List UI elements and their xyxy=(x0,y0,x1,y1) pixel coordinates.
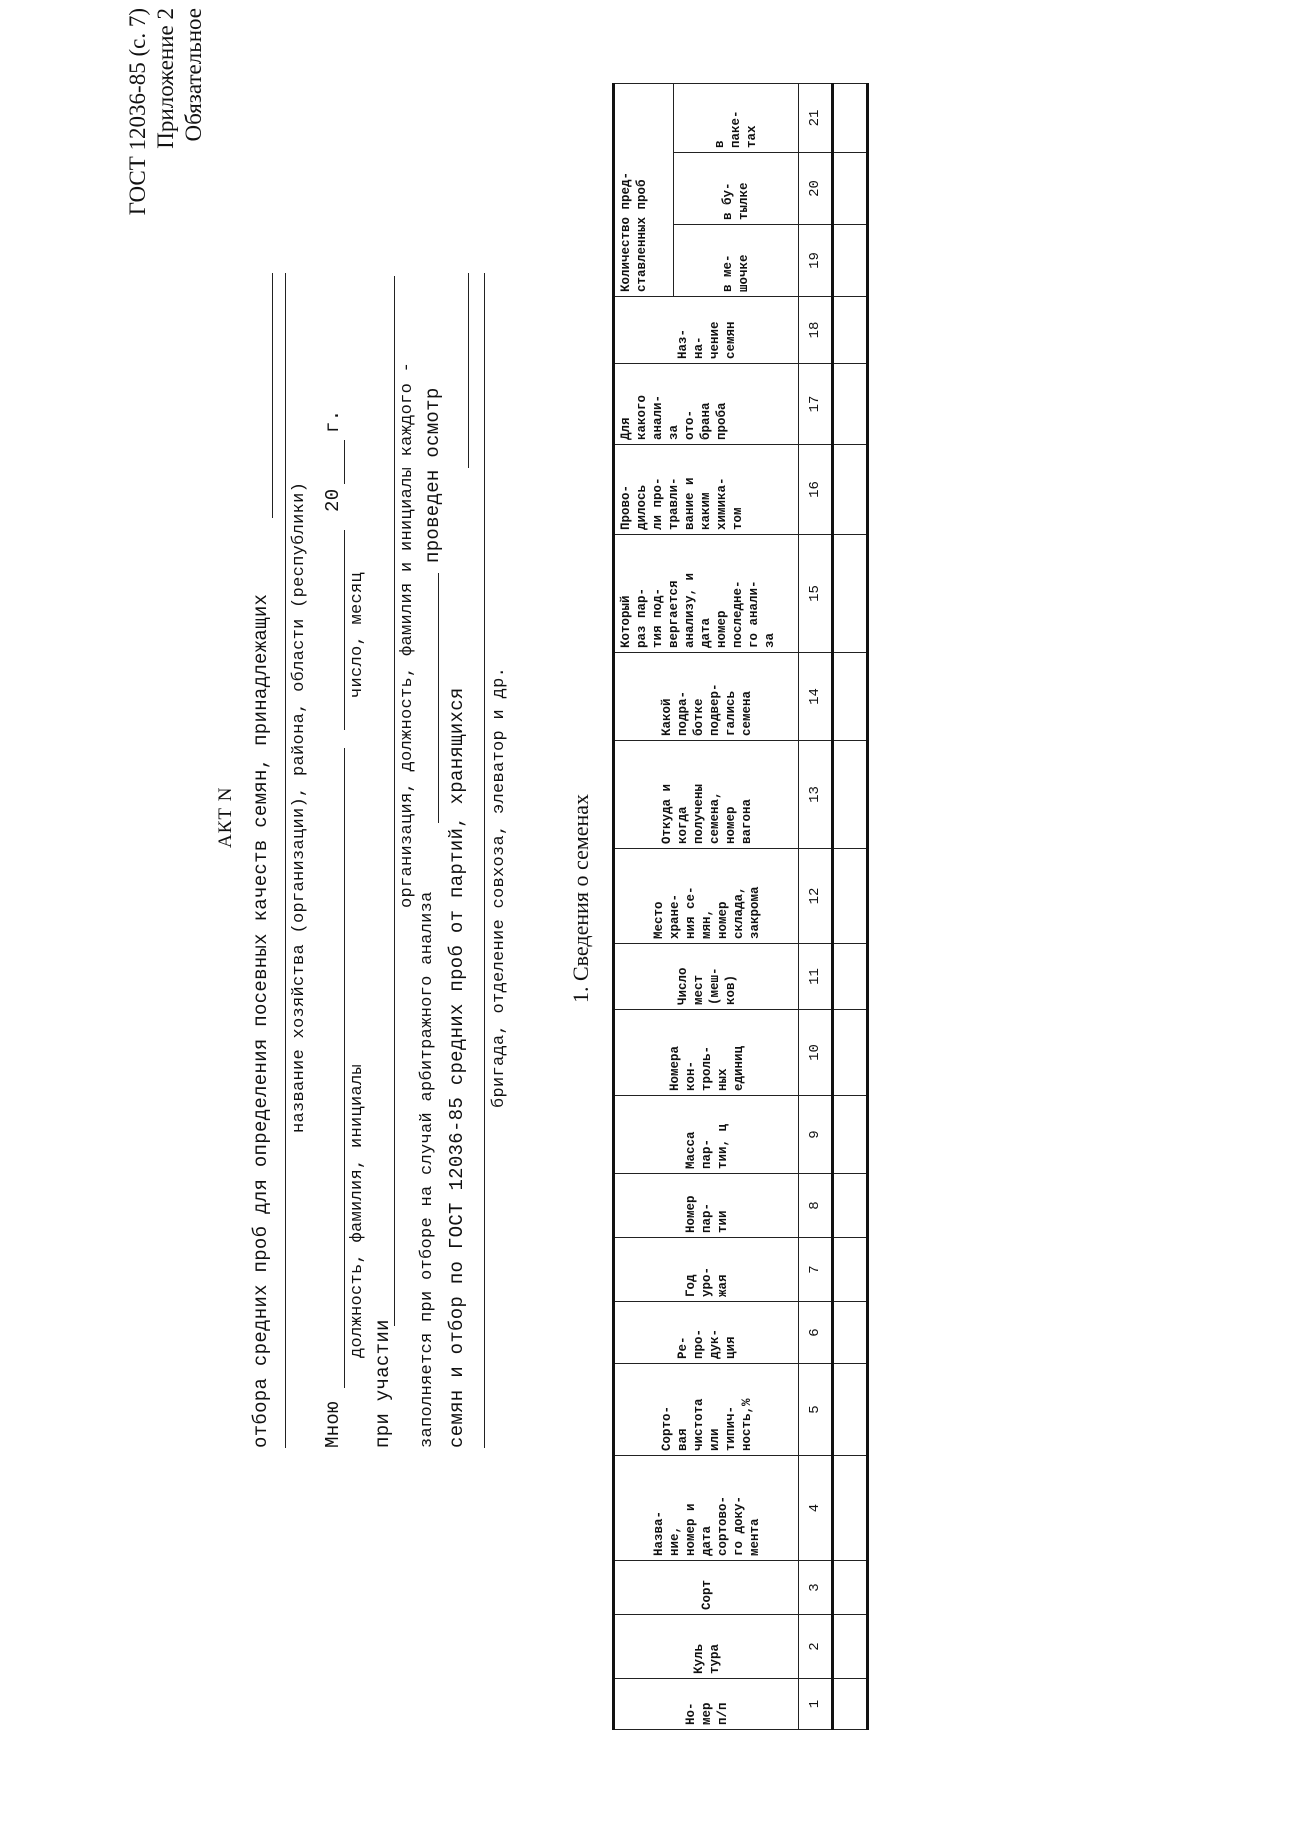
caption-organization: организация, должность, фамилия и инициалы каждого - xyxy=(398,361,417,908)
owner-blank-line xyxy=(272,273,273,518)
seeds-table xyxy=(612,83,869,1730)
col-number: 17 xyxy=(799,364,833,445)
col-number: 7 xyxy=(799,1238,833,1302)
storage-blank-line xyxy=(468,273,469,468)
col-header-8: Номер пар- тии xyxy=(614,1174,799,1238)
col-header-17: Для какого анали- за ото- брана проба xyxy=(614,364,799,445)
col-header-18: Наз- на- чение семян xyxy=(614,297,799,364)
form-line-last xyxy=(484,273,485,1448)
col-number: 8 xyxy=(799,1174,833,1238)
col-header-5: Сорто- вая чистота или типич- ность,% xyxy=(614,1364,799,1456)
inspection-blank-line xyxy=(438,573,439,823)
mnoyu-label: Мною xyxy=(322,1401,344,1448)
col-header-12: Место хране- ния се- мян, номер склада, закрома xyxy=(614,849,799,944)
col-header-6: Ре- про- дук- ция xyxy=(614,1302,799,1364)
group-header-samples: Количество пред- ставленных проб xyxy=(614,84,674,297)
year-blank-line xyxy=(344,440,345,484)
standard-label: ГОСТ 12036-85 (с. 7) xyxy=(125,8,150,216)
caption-location: бригада, отделение совхоза, элеватор и др. xyxy=(490,666,509,1108)
col-header-21: в паке- тах xyxy=(674,84,799,153)
col-header-7: Год уро- жая xyxy=(614,1238,799,1302)
mnoyu-blank-line xyxy=(344,748,345,1388)
col-number: 16 xyxy=(799,445,833,535)
col-number: 3 xyxy=(799,1561,833,1615)
col-number: 10 xyxy=(799,1010,833,1096)
year-prefix: 20 xyxy=(322,488,344,512)
status-label: Обязательное xyxy=(181,8,206,142)
section-title: 1. Сведения о семенах xyxy=(568,793,593,1003)
col-number: 5 xyxy=(799,1364,833,1456)
col-header-11: Число мест (меш- ков) xyxy=(614,944,799,1010)
col-number: 19 xyxy=(799,225,833,297)
col-number: 1 xyxy=(799,1679,833,1730)
col-header-16: Прово- дилось ли про- травли- вание и каким химика- том xyxy=(614,445,799,535)
col-header-14: Какой подра- ботке подвер- гались семена xyxy=(614,653,799,741)
act-line-1: отбора средних проб для определения посевных качеств семян, принадлежащих xyxy=(250,593,272,1448)
col-header-4: Назва- ние, номер и дата сортово- го доку- мента xyxy=(614,1456,799,1561)
col-header-15: Который раз пар- тия под- вергается анализу, и дата номер последне- го анали- за xyxy=(614,535,799,653)
form-line-1 xyxy=(285,273,286,1448)
col-header-20: в бу- тылке xyxy=(674,153,799,225)
year-suffix: г. xyxy=(322,409,344,433)
col-number: 21 xyxy=(799,84,833,153)
caption-arbitration: заполняется при отборе на случай арбитражного анализа xyxy=(418,891,437,1448)
participation-label: при участии xyxy=(372,1319,394,1448)
col-number: 9 xyxy=(799,1096,833,1174)
act-title: АКТ N xyxy=(215,786,236,848)
col-number: 4 xyxy=(799,1456,833,1561)
caption-owner: название хозяйства (организации), района, области (республики) xyxy=(290,481,309,1133)
col-number: 11 xyxy=(799,944,833,1010)
caption-position: должность, фамилия, инициалы xyxy=(348,1063,367,1358)
table-number-row xyxy=(799,84,833,1730)
col-number: 12 xyxy=(799,849,833,944)
col-number: 18 xyxy=(799,297,833,364)
col-header-9: Масса пар- тии, ц xyxy=(614,1096,799,1174)
caption-date: число, месяц xyxy=(348,571,367,698)
date-blank-line xyxy=(344,530,345,730)
act-line-seeds: семян и отбор по ГОСТ 12036-85 средних проб от партий, хранящихся xyxy=(446,687,468,1448)
col-header-13: Откуда и когда получены семена, номер вагона xyxy=(614,741,799,849)
col-header-2: Куль тура xyxy=(614,1615,799,1679)
col-header-19: в ме- шочке xyxy=(674,225,799,297)
table-empty-row xyxy=(833,84,868,1730)
col-header-3: Сорт xyxy=(614,1561,799,1615)
table-header-row-1 xyxy=(614,84,674,1730)
col-number: 2 xyxy=(799,1615,833,1679)
col-number: 6 xyxy=(799,1302,833,1364)
participation-blank-line xyxy=(394,276,395,1326)
col-header-1: Но- мер п/п xyxy=(614,1679,799,1730)
appendix-label: Приложение 2 xyxy=(153,8,178,149)
col-number: 14 xyxy=(799,653,833,741)
col-header-10: Номера кон- троль- ных единиц xyxy=(614,1010,799,1096)
col-number: 13 xyxy=(799,741,833,849)
inspection-label: проведен осмотр xyxy=(422,387,444,563)
col-number: 15 xyxy=(799,535,833,653)
col-number: 20 xyxy=(799,153,833,225)
